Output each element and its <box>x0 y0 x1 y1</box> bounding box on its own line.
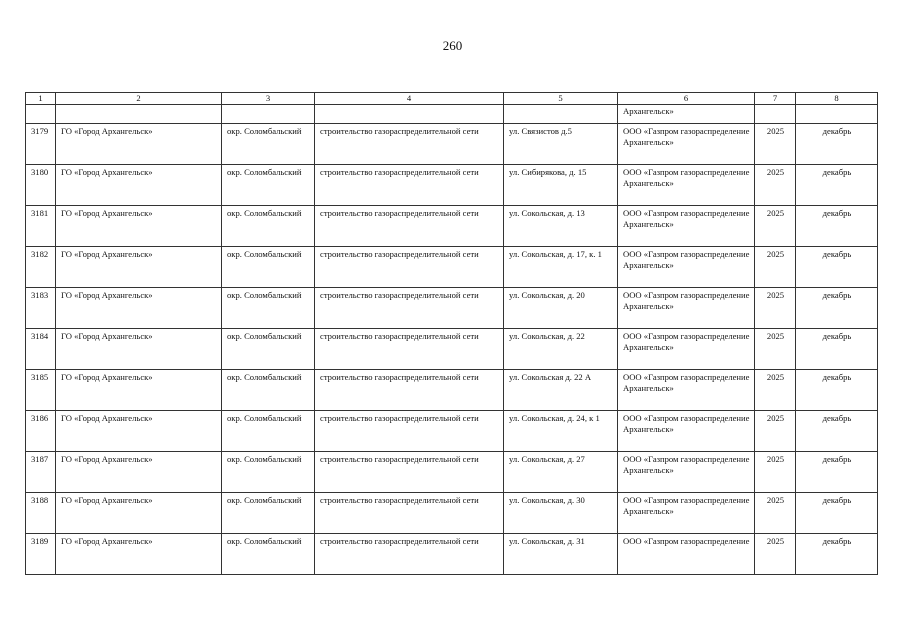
district-cell: окр. Соломбальский <box>222 370 315 411</box>
row-number-cell: 3184 <box>26 329 56 370</box>
table-row <box>26 288 878 329</box>
organization-cell: ООО «Газпром газораспределение Архангельск» <box>618 493 755 534</box>
work-type-cell: строительство газораспределительной сети <box>315 452 504 493</box>
district-cell: окр. Соломбальский <box>222 534 315 575</box>
year-cell: 2025 <box>755 370 796 411</box>
district-cell: окр. Соломбальский <box>222 411 315 452</box>
district-cell: окр. Соломбальский <box>222 493 315 534</box>
organization-cell: ООО «Газпром газораспределение <box>618 534 755 575</box>
table-row <box>26 329 878 370</box>
row-number-cell: 3188 <box>26 493 56 534</box>
address-cell: ул. Сокольская, д. 13 <box>504 206 618 247</box>
work-type-cell: строительство газораспределительной сети <box>315 534 504 575</box>
address-cell: ул. Сибирякова, д. 15 <box>504 165 618 206</box>
district-cell: окр. Соломбальский <box>222 288 315 329</box>
district-cell: окр. Соломбальский <box>222 329 315 370</box>
table-row <box>26 493 878 534</box>
work-type-cell: строительство газораспределительной сети <box>315 370 504 411</box>
table-row <box>26 247 878 288</box>
address-cell: ул. Сокольская, д. 30 <box>504 493 618 534</box>
row-number-cell: 3179 <box>26 124 56 165</box>
address-cell: ул. Связистов д.5 <box>504 124 618 165</box>
organization-cell: ООО «Газпром газораспределение Архангельск» <box>618 165 755 206</box>
empty-cell <box>796 105 878 124</box>
table-row <box>26 165 878 206</box>
municipality-cell: ГО «Город Архангельск» <box>56 124 222 165</box>
year-cell: 2025 <box>755 247 796 288</box>
year-cell: 2025 <box>755 165 796 206</box>
month-cell: декабрь <box>796 329 878 370</box>
work-type-cell: строительство газораспределительной сети <box>315 411 504 452</box>
column-number: 3 <box>222 93 315 105</box>
year-cell: 2025 <box>755 452 796 493</box>
year-cell: 2025 <box>755 124 796 165</box>
district-cell: окр. Соломбальский <box>222 452 315 493</box>
municipality-cell: ГО «Город Архангельск» <box>56 165 222 206</box>
address-cell: ул. Сокольская, д. 22 <box>504 329 618 370</box>
organization-cell: ООО «Газпром газораспределение Архангельск» <box>618 411 755 452</box>
month-cell: декабрь <box>796 493 878 534</box>
work-type-cell: строительство газораспределительной сети <box>315 247 504 288</box>
empty-cell <box>222 105 315 124</box>
column-number-row <box>26 93 878 105</box>
work-type-cell: строительство газораспределительной сети <box>315 206 504 247</box>
column-number: 7 <box>755 93 796 105</box>
municipality-cell: ГО «Город Архангельск» <box>56 493 222 534</box>
year-cell: 2025 <box>755 493 796 534</box>
column-number: 1 <box>26 93 56 105</box>
municipality-cell: ГО «Город Архангельск» <box>56 370 222 411</box>
district-cell: окр. Соломбальский <box>222 124 315 165</box>
table-row <box>26 370 878 411</box>
row-number-cell: 3187 <box>26 452 56 493</box>
municipality-cell: ГО «Город Архангельск» <box>56 206 222 247</box>
table-row <box>26 534 878 575</box>
organization-cell: ООО «Газпром газораспределение Архангельск» <box>618 452 755 493</box>
year-cell: 2025 <box>755 411 796 452</box>
column-number: 2 <box>56 93 222 105</box>
district-cell: окр. Соломбальский <box>222 165 315 206</box>
organization-cell: ООО «Газпром газораспределение Архангельск» <box>618 329 755 370</box>
empty-cell <box>504 105 618 124</box>
row-number-cell: 3182 <box>26 247 56 288</box>
month-cell: декабрь <box>796 452 878 493</box>
row-number-cell: 3181 <box>26 206 56 247</box>
address-cell: ул. Сокольская, д. 24, к 1 <box>504 411 618 452</box>
month-cell: декабрь <box>796 165 878 206</box>
address-cell: ул. Сокольская, д. 31 <box>504 534 618 575</box>
work-type-cell: строительство газораспределительной сети <box>315 165 504 206</box>
organization-cell: Архангельск» <box>618 105 755 124</box>
work-type-cell: строительство газораспределительной сети <box>315 124 504 165</box>
empty-cell <box>315 105 504 124</box>
table-row <box>26 206 878 247</box>
month-cell: декабрь <box>796 124 878 165</box>
year-cell: 2025 <box>755 329 796 370</box>
month-cell: декабрь <box>796 247 878 288</box>
district-cell: окр. Соломбальский <box>222 206 315 247</box>
organization-cell: ООО «Газпром газораспределение Архангельск» <box>618 370 755 411</box>
year-cell: 2025 <box>755 288 796 329</box>
empty-cell <box>755 105 796 124</box>
municipality-cell: ГО «Город Архангельск» <box>56 247 222 288</box>
row-number-cell: 3180 <box>26 165 56 206</box>
year-cell: 2025 <box>755 206 796 247</box>
row-number-cell: 3186 <box>26 411 56 452</box>
column-number: 5 <box>504 93 618 105</box>
municipality-cell: ГО «Город Архангельск» <box>56 288 222 329</box>
address-cell: ул. Сокольская д. 22 А <box>504 370 618 411</box>
table-row <box>26 411 878 452</box>
empty-cell <box>56 105 222 124</box>
row-number-cell: 3183 <box>26 288 56 329</box>
row-number-cell: 3185 <box>26 370 56 411</box>
month-cell: декабрь <box>796 534 878 575</box>
address-cell: ул. Сокольская, д. 27 <box>504 452 618 493</box>
address-cell: ул. Сокольская, д. 17, к. 1 <box>504 247 618 288</box>
column-number: 8 <box>796 93 878 105</box>
document-table <box>25 92 878 575</box>
work-type-cell: строительство газораспределительной сети <box>315 288 504 329</box>
municipality-cell: ГО «Город Архангельск» <box>56 329 222 370</box>
organization-cell: ООО «Газпром газораспределение Архангельск» <box>618 288 755 329</box>
month-cell: декабрь <box>796 370 878 411</box>
month-cell: декабрь <box>796 411 878 452</box>
municipality-cell: ГО «Город Архангельск» <box>56 411 222 452</box>
municipality-cell: ГО «Город Архангельск» <box>56 452 222 493</box>
column-number: 4 <box>315 93 504 105</box>
column-number: 6 <box>618 93 755 105</box>
continuation-row <box>26 105 878 124</box>
month-cell: декабрь <box>796 206 878 247</box>
row-number-cell: 3189 <box>26 534 56 575</box>
table-row <box>26 452 878 493</box>
page-number: 260 <box>442 38 463 53</box>
organization-cell: ООО «Газпром газораспределение Архангельск» <box>618 124 755 165</box>
year-cell: 2025 <box>755 534 796 575</box>
empty-cell <box>26 105 56 124</box>
address-cell: ул. Сокольская, д. 20 <box>504 288 618 329</box>
municipality-cell: ГО «Город Архангельск» <box>56 534 222 575</box>
district-cell: окр. Соломбальский <box>222 247 315 288</box>
month-cell: декабрь <box>796 288 878 329</box>
work-type-cell: строительство газораспределительной сети <box>315 493 504 534</box>
table-row <box>26 124 878 165</box>
work-type-cell: строительство газораспределительной сети <box>315 329 504 370</box>
organization-cell: ООО «Газпром газораспределение Архангельск» <box>618 247 755 288</box>
organization-cell: ООО «Газпром газораспределение Архангельск» <box>618 206 755 247</box>
